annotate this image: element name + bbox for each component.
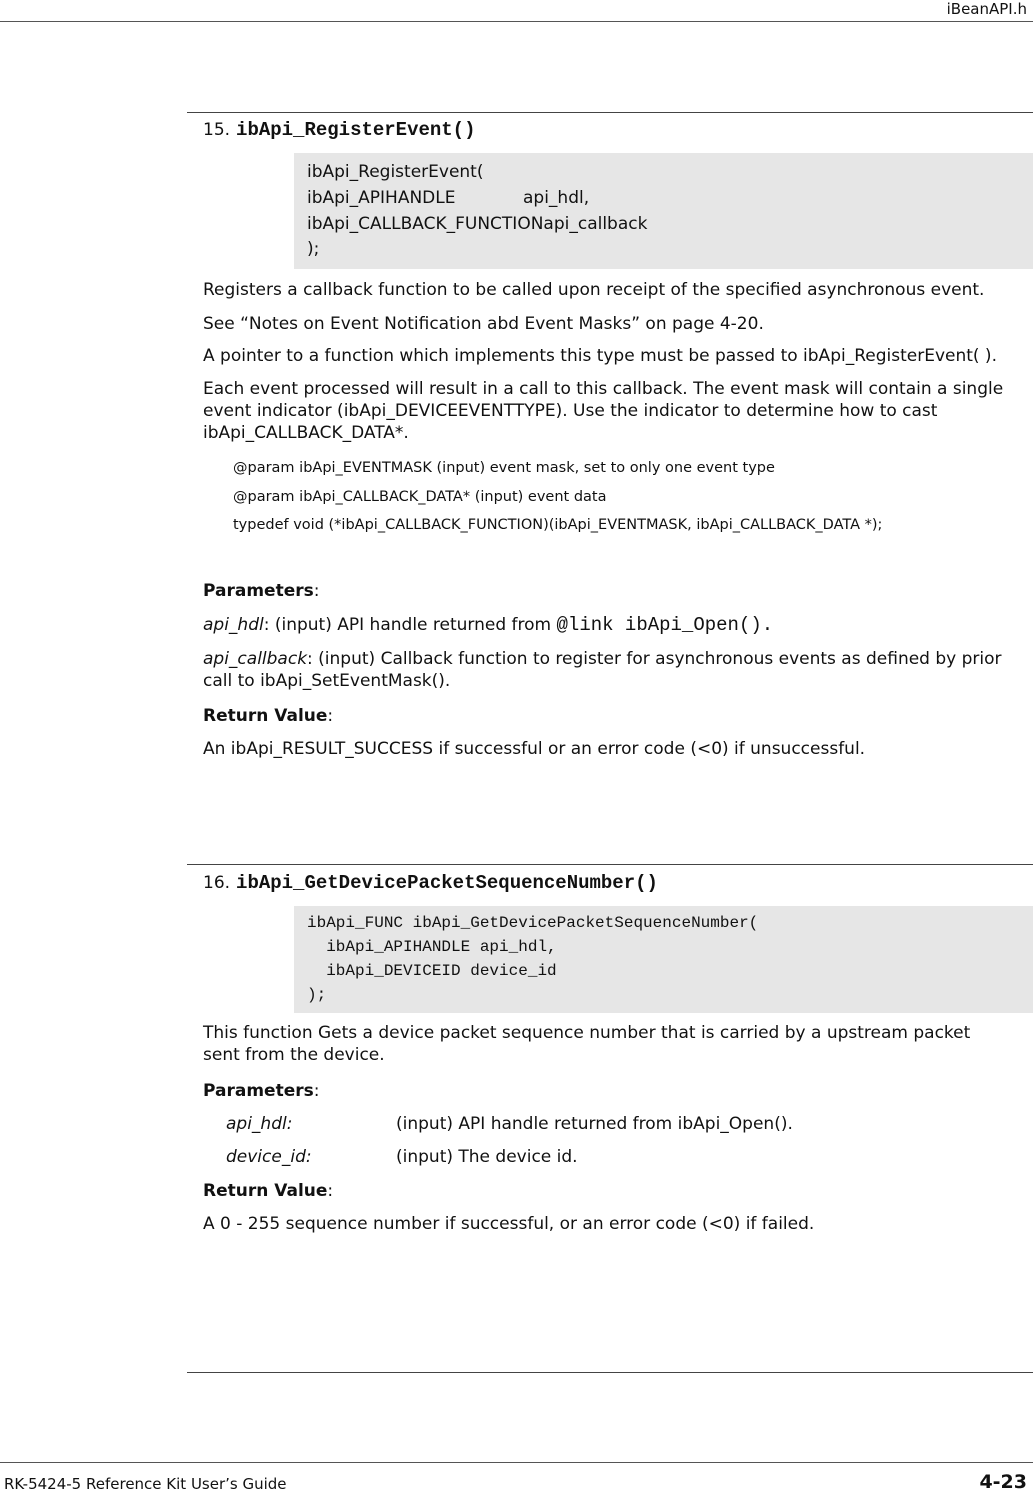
code-line: ibApi_RegisterEvent( [307,162,484,182]
section-divider [187,1372,1033,1373]
description: Registers a callback function to be called upon receipt of the specified asynchronous event. [203,280,985,300]
function-name: ibApi_GetDevicePacketSequenceNumber() [236,872,658,894]
param-description: (input) The device id. [396,1147,578,1167]
description: See “Notes on Event Notification abd Event Masks” on page 4-20. [203,314,764,334]
return-heading: Return Value: [203,1181,334,1201]
running-header: iBeanAPI.h [946,0,1027,18]
typedef-note: typedef void (*ibApi_CALLBACK_FUNCTION)(ibApi_EVENTMASK, ibApi_CALLBACK_DATA *); [233,517,883,533]
section-divider [187,112,1033,113]
code-block-register-event [294,153,1033,269]
param-description: (input) API handle returned from ibApi_Open(). [396,1114,793,1134]
param-api-callback: api_callback: (input) Callback function to register for asynchronous events as defined by prior call to ibApi_SetEventMask(). [203,649,1002,691]
parameters-heading: Parameters: [203,581,320,601]
code-block-get-sequence [294,906,1033,1013]
section-15-title [203,119,476,141]
description: A pointer to a function which implements this type must be passed to ibApi_RegisterEvent( ). [203,346,997,366]
function-name: ibApi_RegisterEvent() [236,119,476,141]
code-line: ibApi_FUNC ibApi_GetDevicePacketSequenceNumber( [307,914,759,932]
param-note: @param ibApi_CALLBACK_DATA* (input) event data [233,489,607,505]
section-number: 15. [203,120,231,140]
code-line: ibApi_CALLBACK_FUNCTIONapi_callback [307,214,648,234]
code-line: ); [307,239,320,259]
description: Each event processed will result in a call to this callback. The event mask will contain a single event indicator (ibApi_DEVICEEVENTTYPE). Use the indicator to determine how to cast ibApi_CALLBACK_DATA*. [203,379,1004,443]
return-heading: Return Value: [203,706,334,726]
code-line: ); [307,986,327,1004]
parameters-heading: Parameters: [203,1081,320,1101]
section-number: 16. [203,873,231,893]
footer-document-title: RK-5424-5 Reference Kit User’s Guide [4,1475,287,1493]
code-line: ibApi_DEVICEID device_id [307,962,557,980]
code-line: ibApi_APIHANDLE [307,188,456,208]
return-text: A 0 - 255 sequence number if successful, or an error code (<0) if failed. [203,1214,815,1234]
page-number: 4-23 [979,1471,1027,1493]
section-divider [187,864,1033,865]
code-line: ibApi_APIHANDLE api_hdl, [307,938,557,956]
param-name: device_id: [226,1147,312,1167]
param-name: api_hdl: [226,1114,293,1134]
description: This function Gets a device packet sequence number that is carried by a upstream packet sent from the device. [203,1023,971,1065]
param-api-hdl: api_hdl: (input) API handle returned from @link ibApi_Open(). [203,614,774,636]
code-line: api_hdl, [523,188,590,208]
return-text: An ibApi_RESULT_SUCCESS if successful or an error code (<0) if unsuccessful. [203,739,866,759]
header-rule [0,21,1033,22]
param-note: @param ibApi_EVENTMASK (input) event mask, set to only one event type [233,460,775,476]
section-16-title [203,872,658,894]
footer-rule [0,1462,1033,1463]
